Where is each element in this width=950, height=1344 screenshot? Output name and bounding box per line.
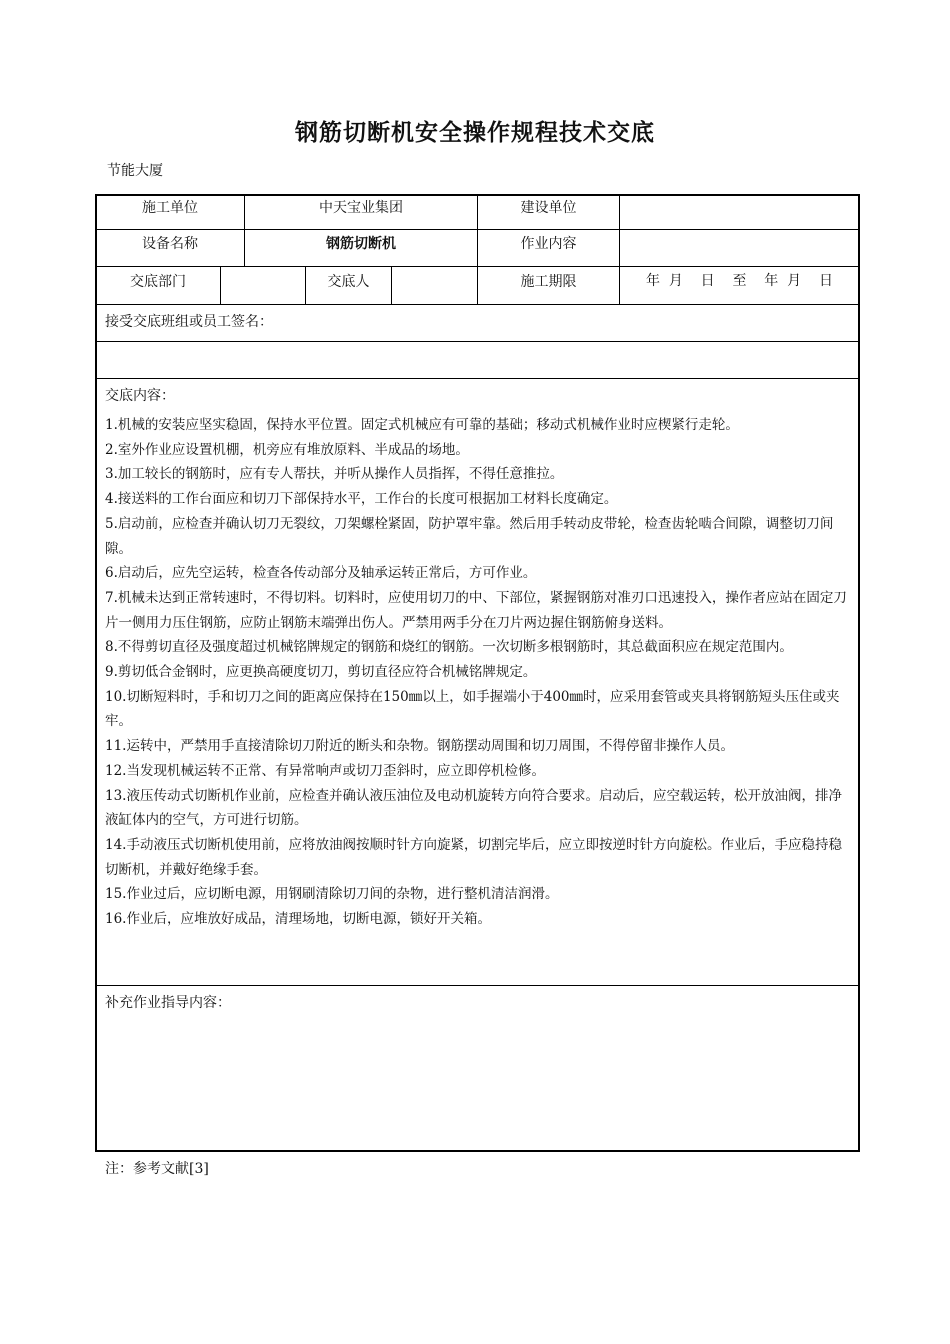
construction-period-label: 施工期限 [520,274,577,290]
column-divider [391,266,392,304]
work-content-label: 作业内容 [520,236,577,252]
list-item: 2.室外作业应设置机棚，机旁应有堆放原料、半成品的场地。 [105,441,469,458]
row-divider [96,304,859,305]
discloser-label: 交底人 [327,274,370,290]
signature-label: 接受交底班组或员工签名： [105,314,273,330]
owner-unit-label: 建设单位 [520,200,577,216]
project-name: 节能大厦 [107,163,163,179]
list-item: 3.加工较长的钢筋时，应有专人帮扶，并听从操作人员指挥，不得任意推拉。 [105,466,564,483]
list-item: 16.作业后，应堆放好成品，清理场地，切断电源，锁好开关箱。 [105,911,491,928]
construction-unit-value: 中天宝业集团 [319,200,403,216]
list-item: 1.机械的安装应坚实稳固，保持水平位置。固定式机械应有可靠的基础；移动式机械作业时应楔紧行走轮。 [105,417,739,433]
list-item: 13.液压传动式切断机作业前，应检查并确认液压油位及电动机旋转方向符合要求。启动后，应空载运转，松开放油阀，排净液缸体内的空气，方可进行切筋。 [105,787,842,829]
document-title: 钢筋切断机安全操作规程技术交底 [295,120,655,146]
column-divider [220,266,221,304]
list-item: 5.启动前，应检查并确认切刀无裂纹，刀架螺栓紧固，防护罩牢靠。然后用手转动皮带轮，检查齿轮啮合间隙，调整切刀间隙。 [105,515,834,557]
equipment-name-label: 设备名称 [142,236,198,252]
equipment-name-value: 钢筋切断机 [326,236,396,252]
supplement-label: 补充作业指导内容： [105,995,231,1011]
list-item: 15.作业过后，应切断电源，用钢刷清除切刀间的杂物，进行整机清洁润滑。 [105,886,559,903]
list-item: 12.当发现机械运转不正常、有异常响声或切刀歪斜时，应立即停机检修。 [105,762,545,779]
disclosure-dept-label: 交底部门 [130,274,186,290]
list-item: 10.切断短料时，手和切刀之间的距离应保持在150㎜以上，如手握端小于400㎜时，应采用套管或夹具将钢筋短头压住或夹牢。 [105,688,840,730]
list-item: 8.不得剪切直径及强度超过机械铭牌规定的钢筋和烧红的钢筋。一次切断多根钢筋时，其总截面积应在规定范围内。 [105,639,793,656]
row-divider [96,378,859,379]
safety-rules-list [105,413,855,932]
row-divider [96,985,859,986]
row-divider [96,341,859,342]
list-item: 6.启动后，应先空运转，检查各传动部分及轴承运转正常后，方可作业。 [105,565,537,582]
list-item: 11.运转中，严禁用手直接清除切刀附近的断头和杂物。钢筋摆动周围和切刀周围，不得停留非操作人员。 [105,738,734,755]
list-item: 7.机械未达到正常转速时，不得切料。切料时，应使用切刀的中、下部位，紧握钢筋对准刃口迅速投入，操作者应站在固定刀片一侧用力压住钢筋，应防止钢筋末端弹出伤人。严禁用两手分在刀片两边握住钢筋俯身送料。 [105,589,847,631]
list-item: 4.接送料的工作台面应和切刀下部保持水平，工作台的长度可根据加工材料长度确定。 [105,491,618,508]
list-item: 9.剪切低合金钢时，应更换高硬度切刀，剪切直径应符合机械铭牌规定。 [105,664,537,681]
list-item: 14.手动液压式切断机使用前，应将放油阀按顺时针方向旋紧，切割完毕后，应立即按逆时针方向旋松。作业后，手应稳持稳切断机，并戴好绝缘手套。 [105,836,842,878]
construction-unit-label: 施工单位 [142,200,198,216]
reference-note: 注：参考文献[3] [105,1161,209,1177]
content-label: 交底内容： [105,388,175,404]
construction-period-value: 年 月 日 至 年 月 日 [645,273,833,289]
